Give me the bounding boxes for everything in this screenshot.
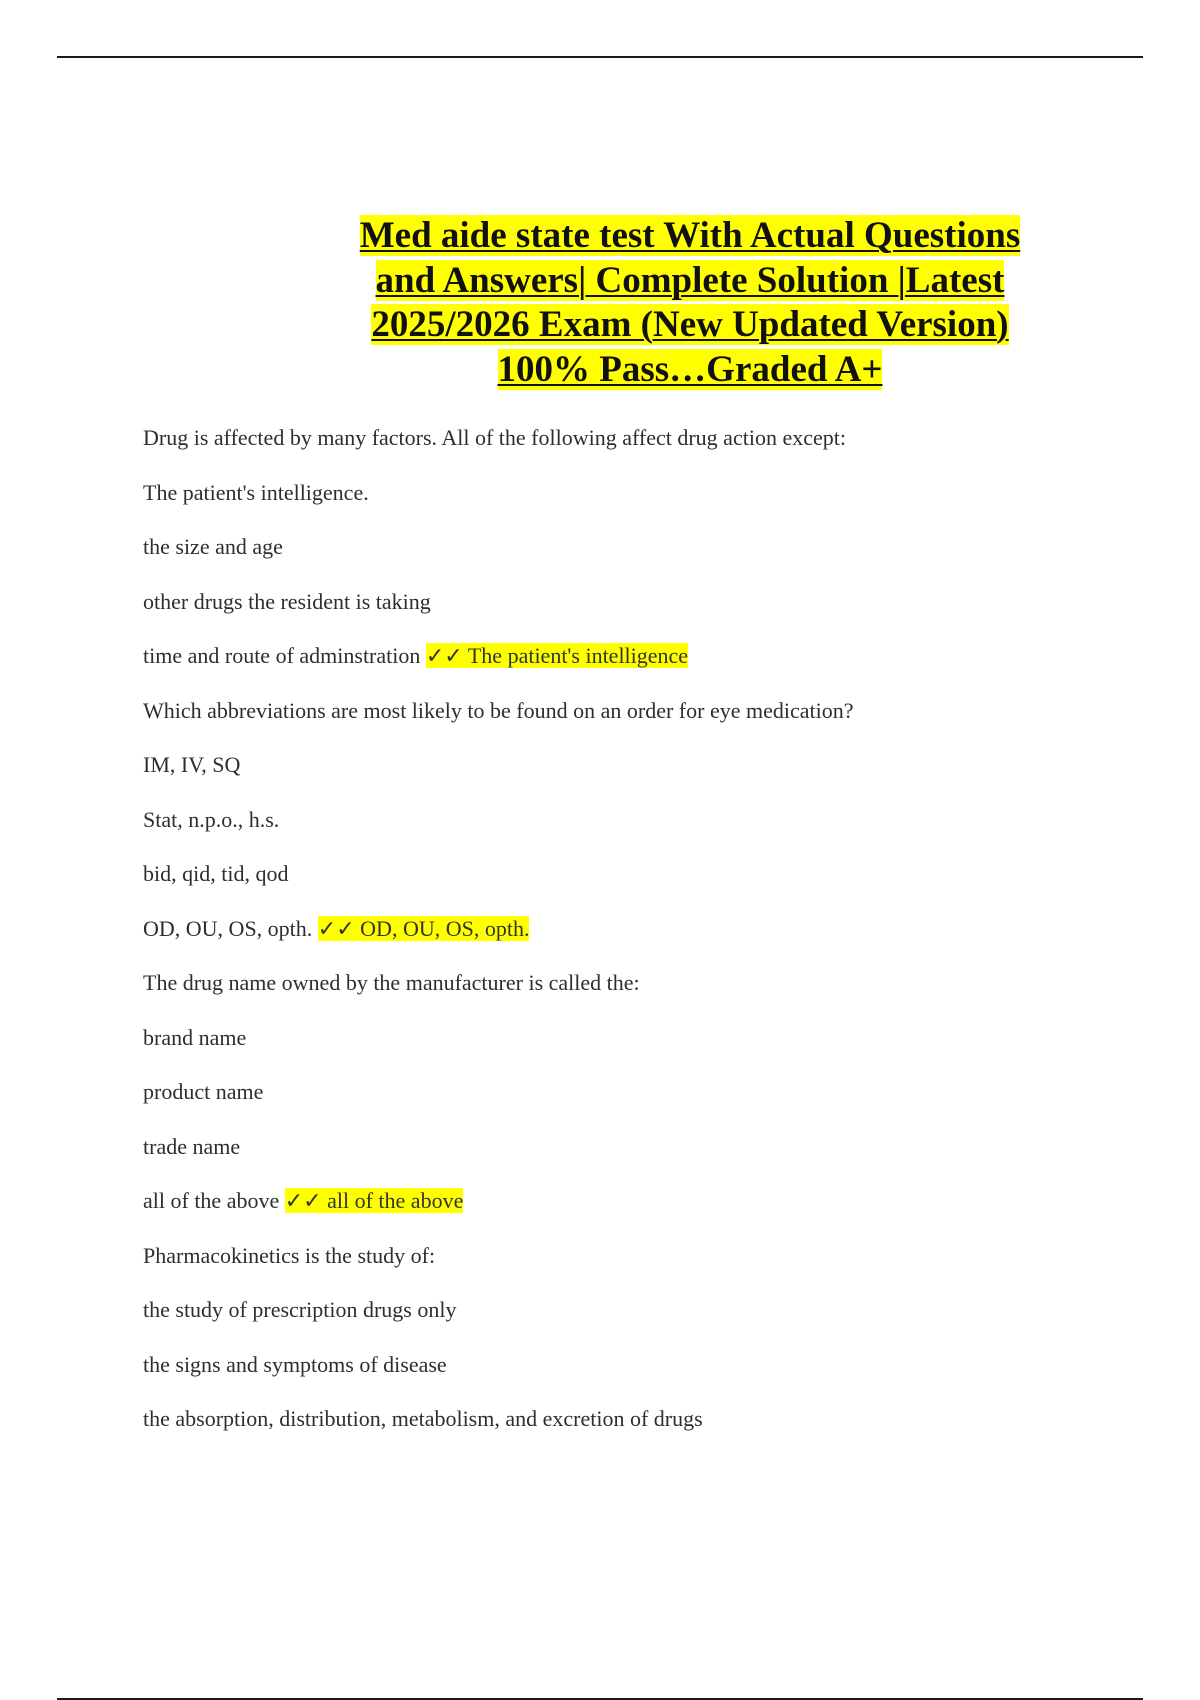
- title-line: 2025/2026 Exam (New Updated Version): [371, 304, 1009, 345]
- checkmark-icon: ✓✓: [284, 1188, 322, 1213]
- line-text: time and route of adminstration: [143, 643, 421, 668]
- answer-text: OD, OU, OS, opth.: [360, 915, 530, 941]
- line-text: Drug is affected by many factors. All of the following affect drug action except:: [143, 425, 846, 450]
- question-line: [143, 965, 1143, 1020]
- title-line: Med aide state test With Actual Questions: [359, 215, 1021, 256]
- question-line: [143, 584, 1143, 639]
- answer-line: [143, 1183, 1143, 1238]
- line-text: bid, qid, tid, qod: [143, 861, 289, 886]
- header-rule: [57, 56, 1143, 58]
- question-line: [143, 1347, 1143, 1402]
- line-text: OD, OU, OS, opth.: [143, 915, 313, 941]
- correct-answer-highlight: [285, 1188, 464, 1213]
- line-text: Stat, n.p.o., h.s.: [143, 806, 280, 832]
- answer-line: [143, 911, 1143, 966]
- question-line: [143, 1074, 1143, 1129]
- question-line: [143, 1129, 1143, 1184]
- question-line: [143, 529, 1143, 584]
- line-text: all of the above: [143, 1188, 280, 1213]
- line-text: brand name: [143, 1024, 247, 1050]
- line-text: trade name: [143, 1133, 241, 1159]
- question-line: [143, 802, 1143, 857]
- answer-text: The patient's intelligence: [467, 643, 689, 668]
- question-line: [143, 1292, 1143, 1347]
- question-line: [143, 693, 1143, 748]
- line-text: The drug name owned by the manufacturer is called the:: [143, 970, 640, 995]
- question-line: [143, 475, 1143, 530]
- question-line: [143, 420, 1143, 475]
- title-line: 100% Pass…Graded A+: [497, 348, 883, 390]
- line-text: the signs and symptoms of disease: [143, 1351, 447, 1377]
- document-title: [290, 214, 1090, 392]
- line-text: the study of prescription drugs only: [143, 1297, 457, 1322]
- line-text: Which abbreviations are most likely to be found on an order for eye medication?: [143, 697, 854, 723]
- question-line: [143, 747, 1143, 802]
- question-line: [143, 856, 1143, 911]
- checkmark-icon: ✓✓: [425, 643, 463, 668]
- question-line: [143, 1401, 1143, 1456]
- question-list: [143, 420, 1143, 1456]
- question-line: [143, 1020, 1143, 1075]
- line-text: IM, IV, SQ: [143, 752, 241, 777]
- correct-answer-highlight: [318, 916, 530, 941]
- line-text: the absorption, distribution, metabolism, and excretion of drugs: [143, 1406, 703, 1431]
- line-text: Pharmacokinetics is the study of:: [143, 1242, 436, 1268]
- line-text: The patient's intelligence.: [143, 479, 369, 505]
- correct-answer-highlight: [426, 643, 688, 668]
- line-text: other drugs the resident is taking: [143, 588, 431, 614]
- title-line: and Answers| Complete Solution |Latest: [375, 259, 1005, 301]
- checkmark-icon: ✓✓: [317, 915, 355, 941]
- line-text: the size and age: [143, 534, 283, 559]
- answer-line: [143, 638, 1143, 693]
- answer-text: all of the above: [327, 1188, 464, 1213]
- question-line: [143, 1238, 1143, 1293]
- line-text: product name: [143, 1079, 264, 1104]
